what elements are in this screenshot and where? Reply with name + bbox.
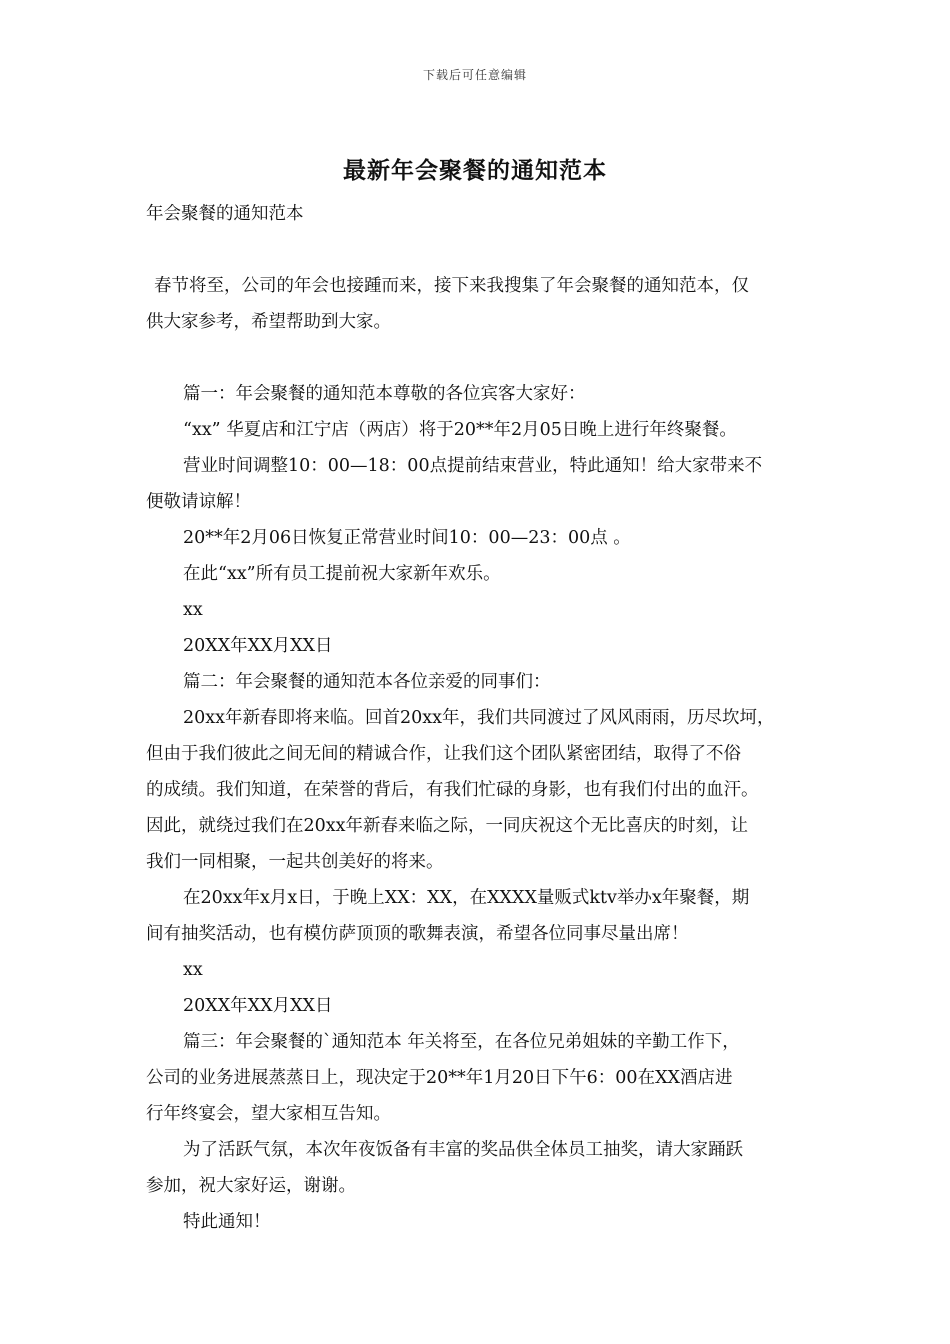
- document-title: 最新年会聚餐的通知范本: [343, 157, 607, 184]
- part3-heading: 篇三：年会聚餐的`通知范本 年关将至，在各位兄弟姐妹的辛勤工作下，: [183, 1032, 740, 1052]
- intro-line: 供大家参考，希望帮助到大家。: [146, 312, 391, 332]
- part2-line: 间有抽奖活动，也有模仿萨顶顶的歌舞表演，希望各位同事尽量出席！: [146, 924, 689, 944]
- document-subtitle: 年会聚餐的通知范本: [146, 204, 304, 224]
- part1-line: 20**年2月06日恢复正常营业时间10：00—23：00点 。: [183, 528, 631, 548]
- part2-signature: xx: [183, 960, 203, 980]
- part2-date: 20XX年XX月XX日: [183, 996, 333, 1016]
- part2-line: 20xx年新春即将来临。回首20xx年，我们共同渡过了风风雨雨，历尽坎坷，: [183, 708, 775, 728]
- part1-line: 便敬请谅解！: [146, 492, 251, 512]
- part3-line: 为了活跃气氛，本次年夜饭备有丰富的奖品供全体员工抽奖，请大家踊跃: [183, 1140, 743, 1160]
- part2-line: 在20xx年x月x日，于晚上XX：XX，在XXXX量贩式ktv举办x年聚餐，期: [183, 888, 750, 908]
- part1-line: 营业时间调整10：00—18：00点提前结束营业，特此通知！给大家带来不: [183, 456, 763, 476]
- part3-line: 参加，祝大家好运，谢谢。: [146, 1176, 356, 1196]
- spacer: [146, 340, 812, 376]
- page-header-watermark: 下载后可任意编辑: [422, 68, 527, 82]
- part3-line: 公司的业务进展蒸蒸日上，现决定于20**年1月20日下午6：00在XX酒店进: [146, 1068, 733, 1088]
- part2-line: 因此，就绕过我们在20xx年新春来临之际，一同庆祝这个无比喜庆的时刻，让: [146, 816, 749, 836]
- part2-line: 我们一同相聚，一起共创美好的将来。: [146, 852, 444, 872]
- part1-signature: xx: [183, 600, 203, 620]
- document-body: [146, 196, 812, 1240]
- part1-heading: 篇一：年会聚餐的通知范本尊敬的各位宾客大家好：: [183, 384, 586, 404]
- part3-line: 行年终宴会，望大家相互告知。: [146, 1104, 391, 1124]
- part1-line: “xx” 华夏店和江宁店（两店）将于20**年2月05日晚上进行年终聚餐。: [183, 420, 737, 440]
- spacer: [146, 232, 812, 268]
- intro-line: 春节将至，公司的年会也接踵而来，接下来我搜集了年会聚餐的通知范本，仅: [154, 276, 749, 296]
- part2-line: 但由于我们彼此之间无间的精诚合作，让我们这个团队紧密团结，取得了不俗: [146, 744, 741, 764]
- part1-line: 在此“xx”所有员工提前祝大家新年欢乐。: [183, 564, 501, 584]
- part1-date: 20XX年XX月XX日: [183, 636, 333, 656]
- part3-closing: 特此通知！: [183, 1212, 271, 1232]
- part2-line: 的成绩。我们知道，在荣誉的背后，有我们忙碌的身影，也有我们付出的血汗。: [146, 780, 759, 800]
- part2-heading: 篇二：年会聚餐的通知范本各位亲爱的同事们：: [183, 672, 551, 692]
